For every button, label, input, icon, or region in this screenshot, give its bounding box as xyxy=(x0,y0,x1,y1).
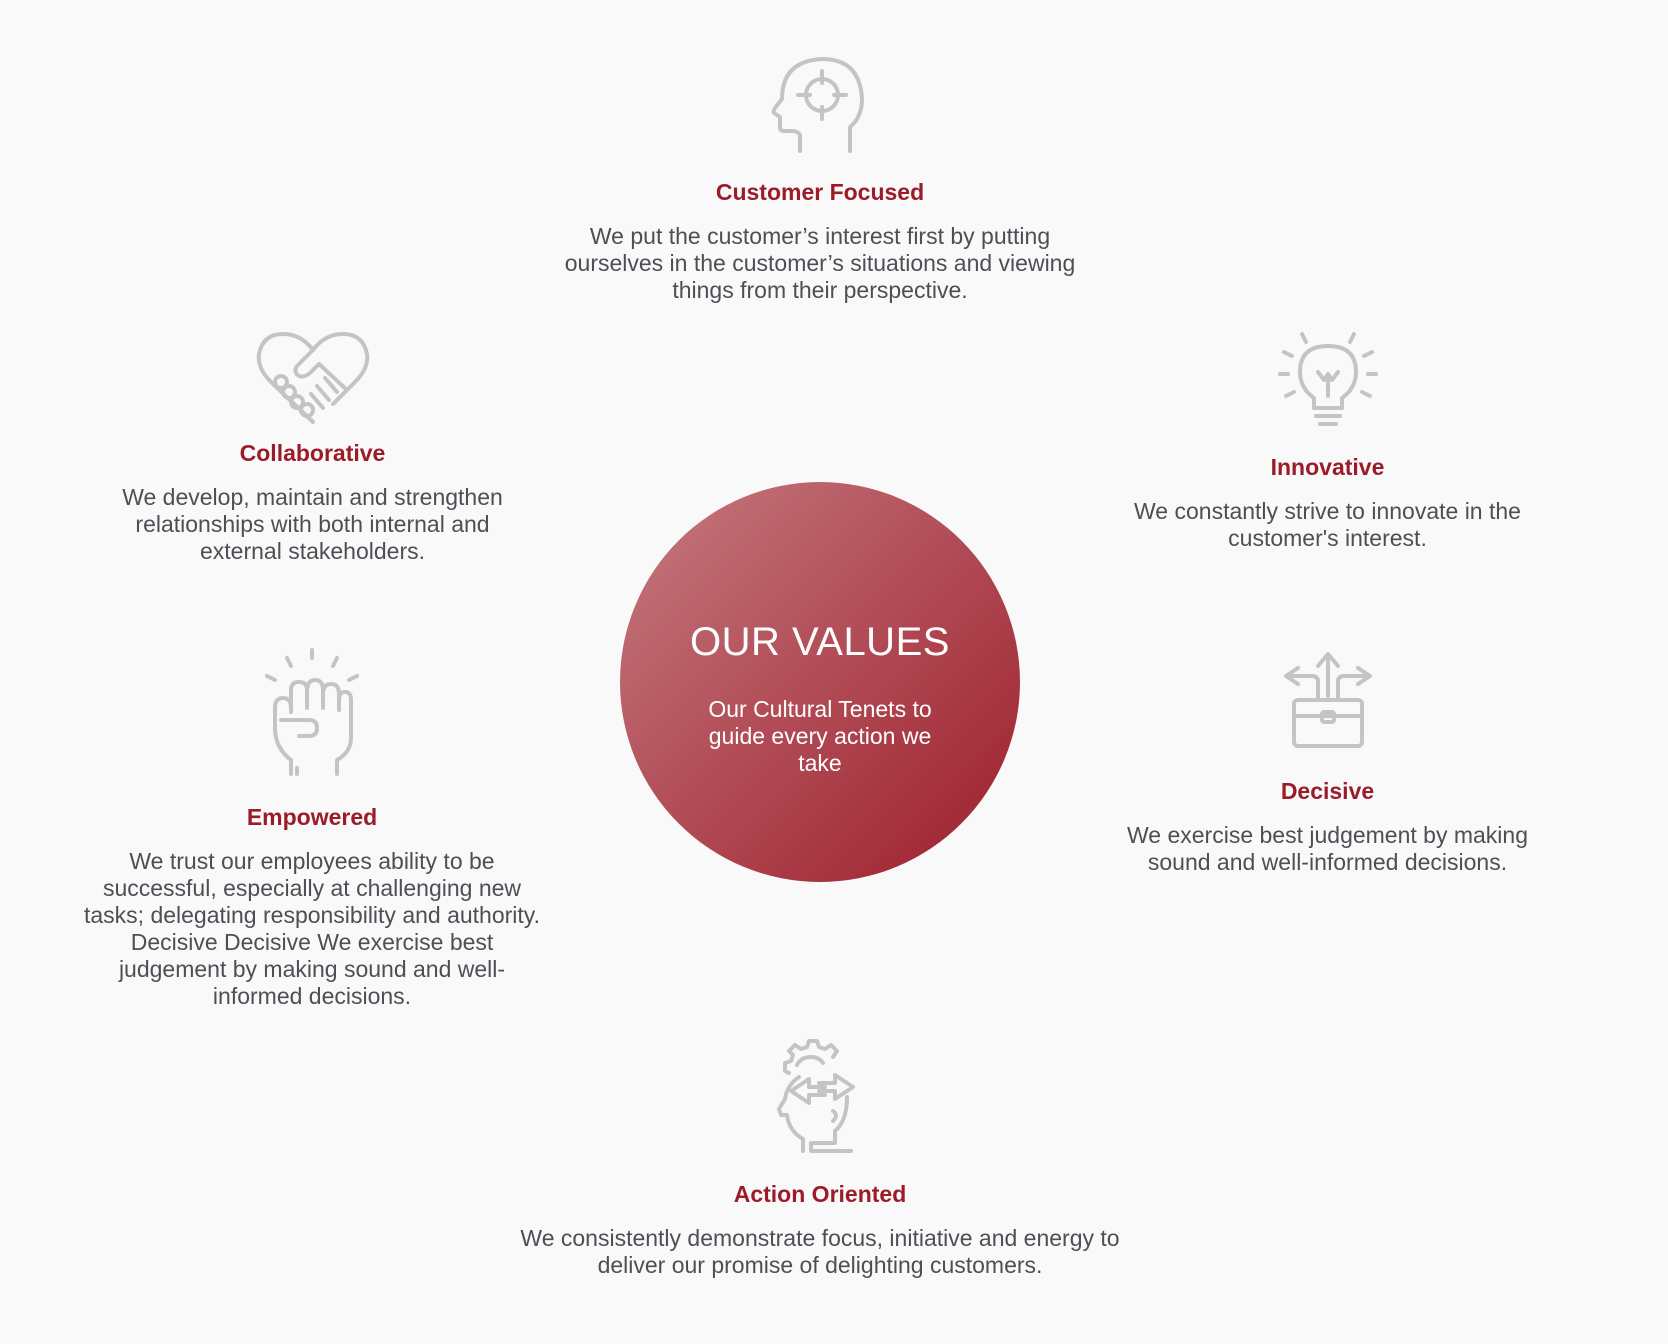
head-gear-arrows-icon xyxy=(520,1035,1120,1155)
value-collaborative xyxy=(110,330,515,565)
value-description: We exercise best judgement by making sound and well-informed decisions. xyxy=(1127,822,1528,875)
value-empowered xyxy=(82,648,542,1010)
our-values-circle xyxy=(620,482,1020,882)
value-innovative xyxy=(1115,330,1540,552)
value-action-oriented xyxy=(520,1035,1120,1279)
value-title: Empowered xyxy=(246,804,378,830)
heart-handshake-icon xyxy=(110,330,515,426)
raised-fist-icon xyxy=(82,648,542,778)
value-title: Customer Focused xyxy=(715,179,925,205)
center-subtitle: Our Cultural Tenets to guide every action we take xyxy=(708,696,932,776)
value-description: We constantly strive to innovate in the customer's interest. xyxy=(1134,498,1521,551)
value-title: Action Oriented xyxy=(733,1181,907,1207)
briefcase-arrows-icon xyxy=(1110,650,1545,750)
value-title: Collaborative xyxy=(239,440,386,466)
value-description: We develop, maintain and strengthen relationships with both internal and external stakeholders. xyxy=(122,484,503,564)
center-title: OUR VALUES xyxy=(690,620,950,664)
value-customer-focused xyxy=(540,55,1100,304)
head-target-icon xyxy=(540,55,1100,155)
lightbulb-icon xyxy=(1115,330,1540,430)
value-title: Decisive xyxy=(1280,778,1375,804)
value-description: We put the customer’s interest first by putting ourselves in the customer’s situations and viewing things from their perspective. xyxy=(564,223,1076,303)
value-decisive xyxy=(1110,650,1545,876)
value-description: We consistently demonstrate focus, initiative and energy to deliver our promise of delighting customers. xyxy=(520,1225,1120,1278)
value-description: We trust our employees ability to be successful, especially at challenging new tasks; delegating responsibility and authority. Decisive Decisive We exercise best judgement by making sound and well-informed decisions. xyxy=(83,848,540,1009)
value-title: Innovative xyxy=(1270,454,1385,480)
